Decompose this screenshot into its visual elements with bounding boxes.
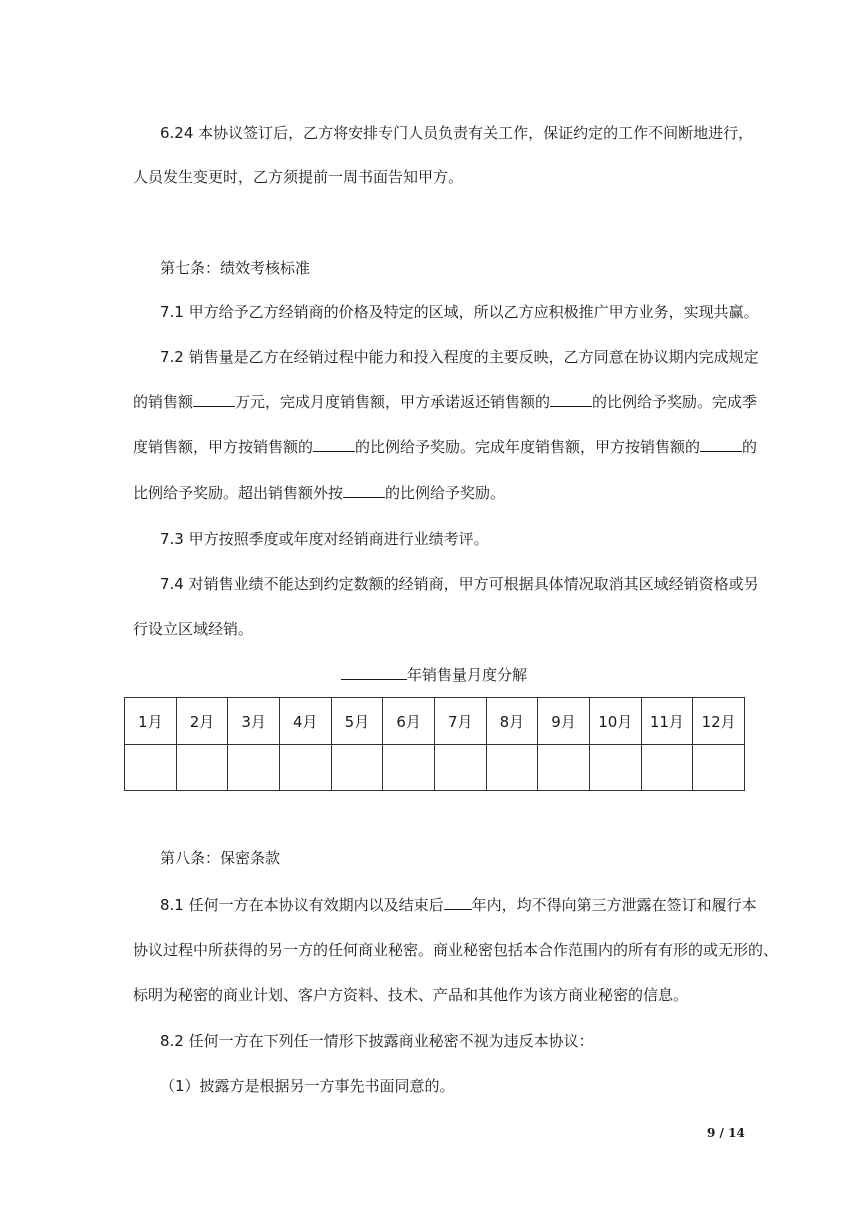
table-cell xyxy=(125,745,177,791)
month-header: 2月 xyxy=(176,698,228,745)
table-caption xyxy=(0,665,868,685)
month-header: 10月 xyxy=(589,698,641,745)
clause-8-1-line-2: 协议过程中所获得的另一方的任何商业秘密。商业秘密包括本合作范围内的所有有形的或无形的、 xyxy=(133,941,779,959)
clause-7-3: 7.3 甲方按照季度或年度对经销商进行业绩考评。 xyxy=(160,530,489,548)
fill-in-blank xyxy=(550,392,592,407)
text-segment: 的比例给予奖励。完成季 xyxy=(592,393,758,411)
table-value-row xyxy=(125,745,745,791)
table-cell xyxy=(383,745,435,791)
text-segment: 的 xyxy=(742,438,758,456)
clause-7-4-line-2: 行设立区域经销。 xyxy=(133,620,254,638)
text-segment: 的比例给予奖励。完成年度销售额，甲方按销售额的 xyxy=(355,438,701,456)
table-cell xyxy=(538,745,590,791)
table-cell xyxy=(693,745,745,791)
month-header: 12月 xyxy=(693,698,745,745)
text-segment: 度销售额，甲方按销售额的 xyxy=(133,438,314,456)
text-segment: 万元，完成月度销售额，甲方承诺返还销售额的 xyxy=(235,393,551,411)
clause-7-4-line-1: 7.4 对销售业绩不能达到约定数额的经销商，甲方可根据具体情况取消其区域经销资格或另 xyxy=(160,575,759,593)
table-cell xyxy=(228,745,280,791)
clause-7-2-line-4 xyxy=(133,483,505,503)
clause-7-2-line-3 xyxy=(133,437,757,457)
fill-in-blank xyxy=(313,437,355,452)
table-cell xyxy=(434,745,486,791)
clause-7-1: 7.1 甲方给予乙方经销商的价格及特定的区域，所以乙方应积极推广甲方业务，实现共赢。 xyxy=(160,303,759,321)
year-blank xyxy=(341,665,407,680)
month-header: 8月 xyxy=(486,698,538,745)
fill-in-blank xyxy=(444,895,472,910)
text-segment: 年内，均不得向第三方泄露在签订和履行本 xyxy=(471,896,757,914)
month-header: 6月 xyxy=(383,698,435,745)
clause-8-2-item-1: （1）披露方是根据另一方事先书面同意的。 xyxy=(160,1077,455,1095)
table-cell xyxy=(641,745,693,791)
clause-7-2-line-2 xyxy=(133,392,757,412)
text-segment: 比例给予奖励。超出销售额外按 xyxy=(133,484,344,502)
month-header: 3月 xyxy=(228,698,280,745)
table-cell xyxy=(176,745,228,791)
month-header: 1月 xyxy=(125,698,177,745)
table-cell xyxy=(589,745,641,791)
table-cell xyxy=(331,745,383,791)
text-segment: 的销售额 xyxy=(133,393,194,411)
text-segment: 的比例给予奖励。 xyxy=(385,484,506,502)
page-number: 9 / 14 xyxy=(707,1126,745,1140)
clause-6-24-line-2: 人员发生变更时，乙方须提前一周书面告知甲方。 xyxy=(133,168,464,186)
article-8-heading: 第八条：保密条款 xyxy=(160,849,281,867)
month-header: 9月 xyxy=(538,698,590,745)
fill-in-blank xyxy=(343,483,385,498)
table-cell xyxy=(486,745,538,791)
clause-7-2-line-1: 7.2 销售量是乙方在经销过程中能力和投入程度的主要反映，乙方同意在协议期内完成规定 xyxy=(160,348,759,366)
month-header: 5月 xyxy=(331,698,383,745)
fill-in-blank xyxy=(700,437,742,452)
clause-8-2: 8.2 任何一方在下列任一情形下披露商业秘密不视为违反本协议： xyxy=(160,1032,594,1050)
month-header: 7月 xyxy=(434,698,486,745)
table-caption-text: 年销售量月度分解 xyxy=(406,666,527,684)
monthly-sales-table xyxy=(124,697,745,791)
text-segment: 8.1 任何一方在本协议有效期内以及结束后 xyxy=(160,896,444,914)
table-cell xyxy=(279,745,331,791)
month-header: 4月 xyxy=(279,698,331,745)
clause-8-1-line-1 xyxy=(160,895,757,915)
clause-8-1-line-3: 标明为秘密的商业计划、客户方资料、技术、产品和其他作为该方商业秘密的信息。 xyxy=(133,986,689,1004)
clause-6-24-line-1: 6.24 本协议签订后，乙方将安排专门人员负责有关工作，保证约定的工作不间断地进行， xyxy=(160,124,754,142)
article-7-heading: 第七条：绩效考核标准 xyxy=(160,259,311,277)
month-header: 11月 xyxy=(641,698,693,745)
table-header-row xyxy=(125,698,745,745)
fill-in-blank xyxy=(193,392,235,407)
